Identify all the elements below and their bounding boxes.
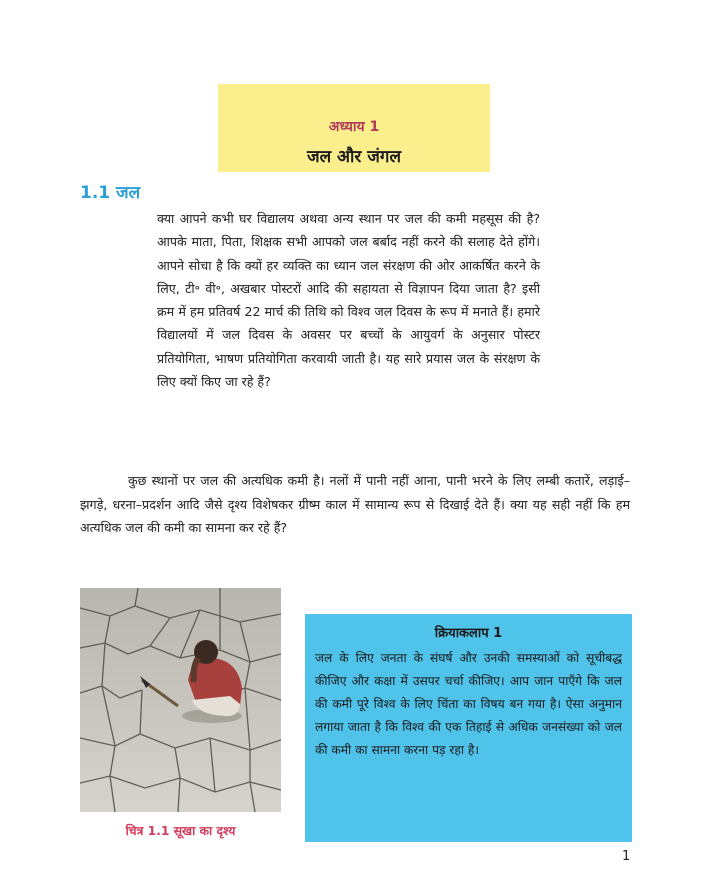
- page-number: 1: [622, 849, 631, 864]
- body-paragraph: कुछ स्थानों पर जल की अत्यधिक कमी है। नलों में पानी नहीं आना, पानी भरने के लिए लम्बी कतारें, लड़ाई–झगड़े, धरना–प्रदर्शन आदि जैसे दृश्य विशेषकर ग्रीष्म काल में सामान्य रूप से दिखाई देते हैं। क्या यह सही नहीं कि हम अत्यधिक जल की कमी का सामना कर रहे हैं?: [80, 473, 630, 536]
- figure-caption: चित्र 1.1 सूखा का दृश्य: [125, 824, 236, 838]
- activity-title: क्रियाकलाप 1: [434, 626, 503, 641]
- chapter-label: अध्याय 1: [328, 119, 380, 135]
- chapter-banner: [218, 84, 490, 172]
- intro-paragraph: क्या आपने कभी घर विद्यालय अथवा अन्य स्थान पर जल की कमी महसूस की है? आपके माता, पिता, शिक्षक सभी आपको जल बर्बाद नहीं करने की सलाह देते होंगे। आपने सोचा है कि क्यों हर व्यक्ति का ध्यान जल संरक्षण की ओर आकर्षित करने के लिए, टी॰ वी॰, अखबार पोस्टरों आदि की सहायता से विज्ञापन दिया जाता है? इसी क्रम में हम प्रतिवर्ष 22 मार्च की तिथि को विश्व जल दिवस के रूप में मनाते हैं। हमारे विद्यालयों में जल दिवस के अवसर पर बच्चों के आयुवर्ग के अनुसार पोस्टर प्रतियोगिता, भाषण प्रतियोगिता करवायी जाती है। यह सारे प्रयास जल के संरक्षण के लिए क्यों किए जा रहे हैं?: [157, 211, 540, 390]
- activity-text: जल के लिए जनता के संघर्ष और उनकी समस्याओं को सूचीबद्ध कीजिए और कक्षा में उसपर चर्चा कीजिए। आप जान पाएँगे कि जल की कमी पूरे विश्व के लिए चिंता का विषय बन गया है। ऐसा अनुमान लगाया जाता है कि विश्व की एक तिहाई से अधिक जनसंख्या को जल की कमी का सामना करना पड़ रहा है।: [315, 651, 622, 757]
- drought-illustration: [80, 588, 281, 812]
- section-heading: 1.1 जल: [80, 183, 141, 203]
- drought-photo: [80, 588, 281, 812]
- activity-box: [305, 614, 632, 842]
- chapter-title: जल और जंगल: [306, 147, 402, 167]
